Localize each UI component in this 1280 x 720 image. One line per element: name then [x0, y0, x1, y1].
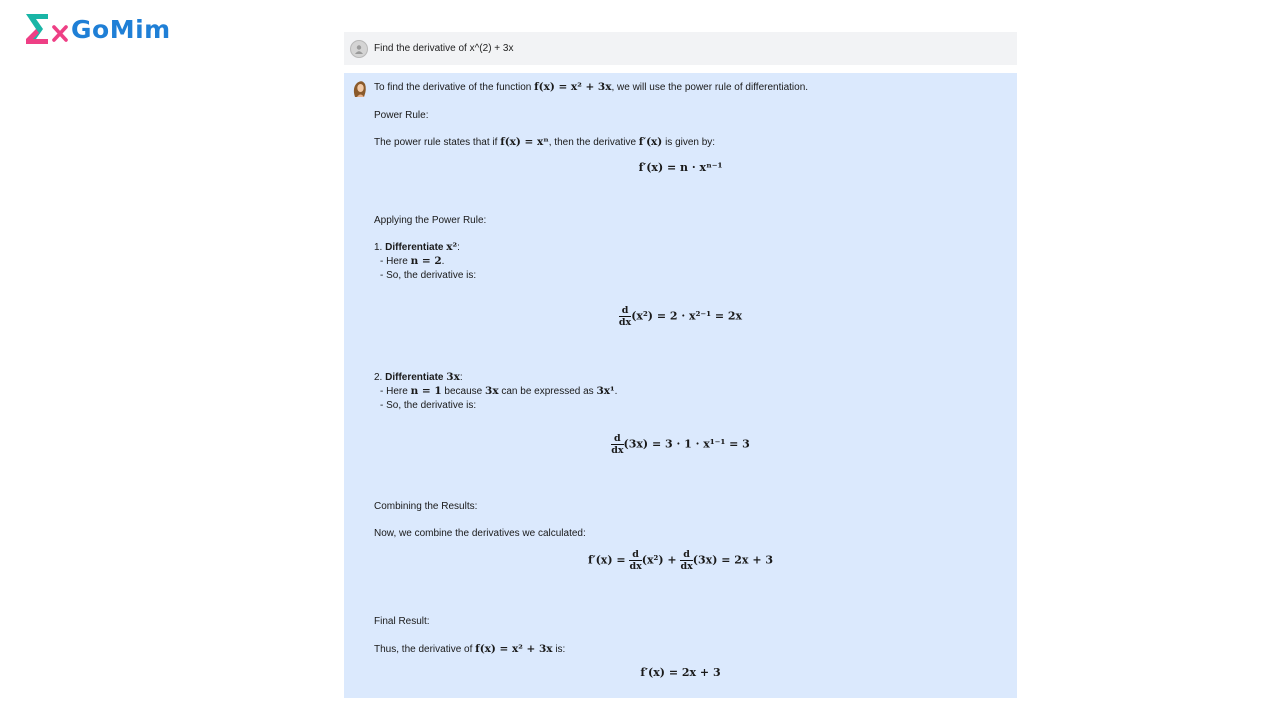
step1-title: 1. Differentiate x²: — [374, 241, 460, 253]
assistant-avatar-icon — [351, 79, 369, 99]
question-text: Find the derivative of x^(2) + 3x — [374, 43, 514, 54]
final-heading: Final Result: — [374, 616, 430, 627]
fraction: $\frac{d}{dx}$ — [629, 549, 642, 572]
step1-so: - So, the derivative is: — [380, 270, 477, 281]
fraction: $\frac{d}{dx}$ — [611, 433, 624, 456]
final-statement: Thus, the derivative of f(x) = x² + 3x is: — [374, 643, 566, 655]
combining-heading: Combining the Results: — [374, 501, 478, 512]
final-formula: f′(x) = 2x + 3 — [640, 666, 721, 679]
assistant-answer — [344, 73, 1017, 698]
step1-formula: $\frac{d}{dx}$ (x²) = 2 · x²⁻¹ = 2x — [618, 305, 743, 328]
brand-logo[interactable] — [24, 12, 171, 46]
sigma-x-logo — [24, 12, 68, 46]
intro-line: To find the derivative of the function f(x) = x² + 3x, we will use the power rule of differentiation. — [374, 81, 809, 93]
step1-here: - Here n = 2. — [380, 255, 445, 267]
user-question — [344, 32, 1017, 65]
power-rule-statement: The power rule states that if f(x) = xⁿ, then the derivative f′(x) is given by: — [374, 136, 716, 148]
step2-formula: $\frac{d}{dx}$ (3x) = 3 · 1 · x¹⁻¹ = 3 — [611, 433, 750, 456]
combined-formula: f′(x) = $\frac{d}{dx}$ (x²) + $\frac{d}{dx}$ (3x) = 2x + 3 — [587, 549, 774, 572]
combining-text: Now, we combine the derivatives we calculated: — [374, 528, 586, 539]
fraction: $\frac{d}{dx}$ — [618, 305, 632, 328]
power-rule-heading: Power Rule: — [374, 110, 429, 121]
step2-here: - Here n = 1 because 3x can be expressed as 3x¹. — [380, 385, 618, 397]
step2-so: - So, the derivative is: — [380, 400, 477, 411]
user-avatar-icon — [350, 40, 368, 58]
applying-heading: Applying the Power Rule: — [374, 215, 487, 226]
brand-name: GoMim — [71, 14, 171, 44]
step2-title: 2. Differentiate 3x: — [374, 371, 463, 383]
fraction: $\frac{d}{dx}$ — [680, 549, 693, 572]
power-rule-formula: f′(x) = n · xⁿ⁻¹ — [638, 161, 723, 174]
